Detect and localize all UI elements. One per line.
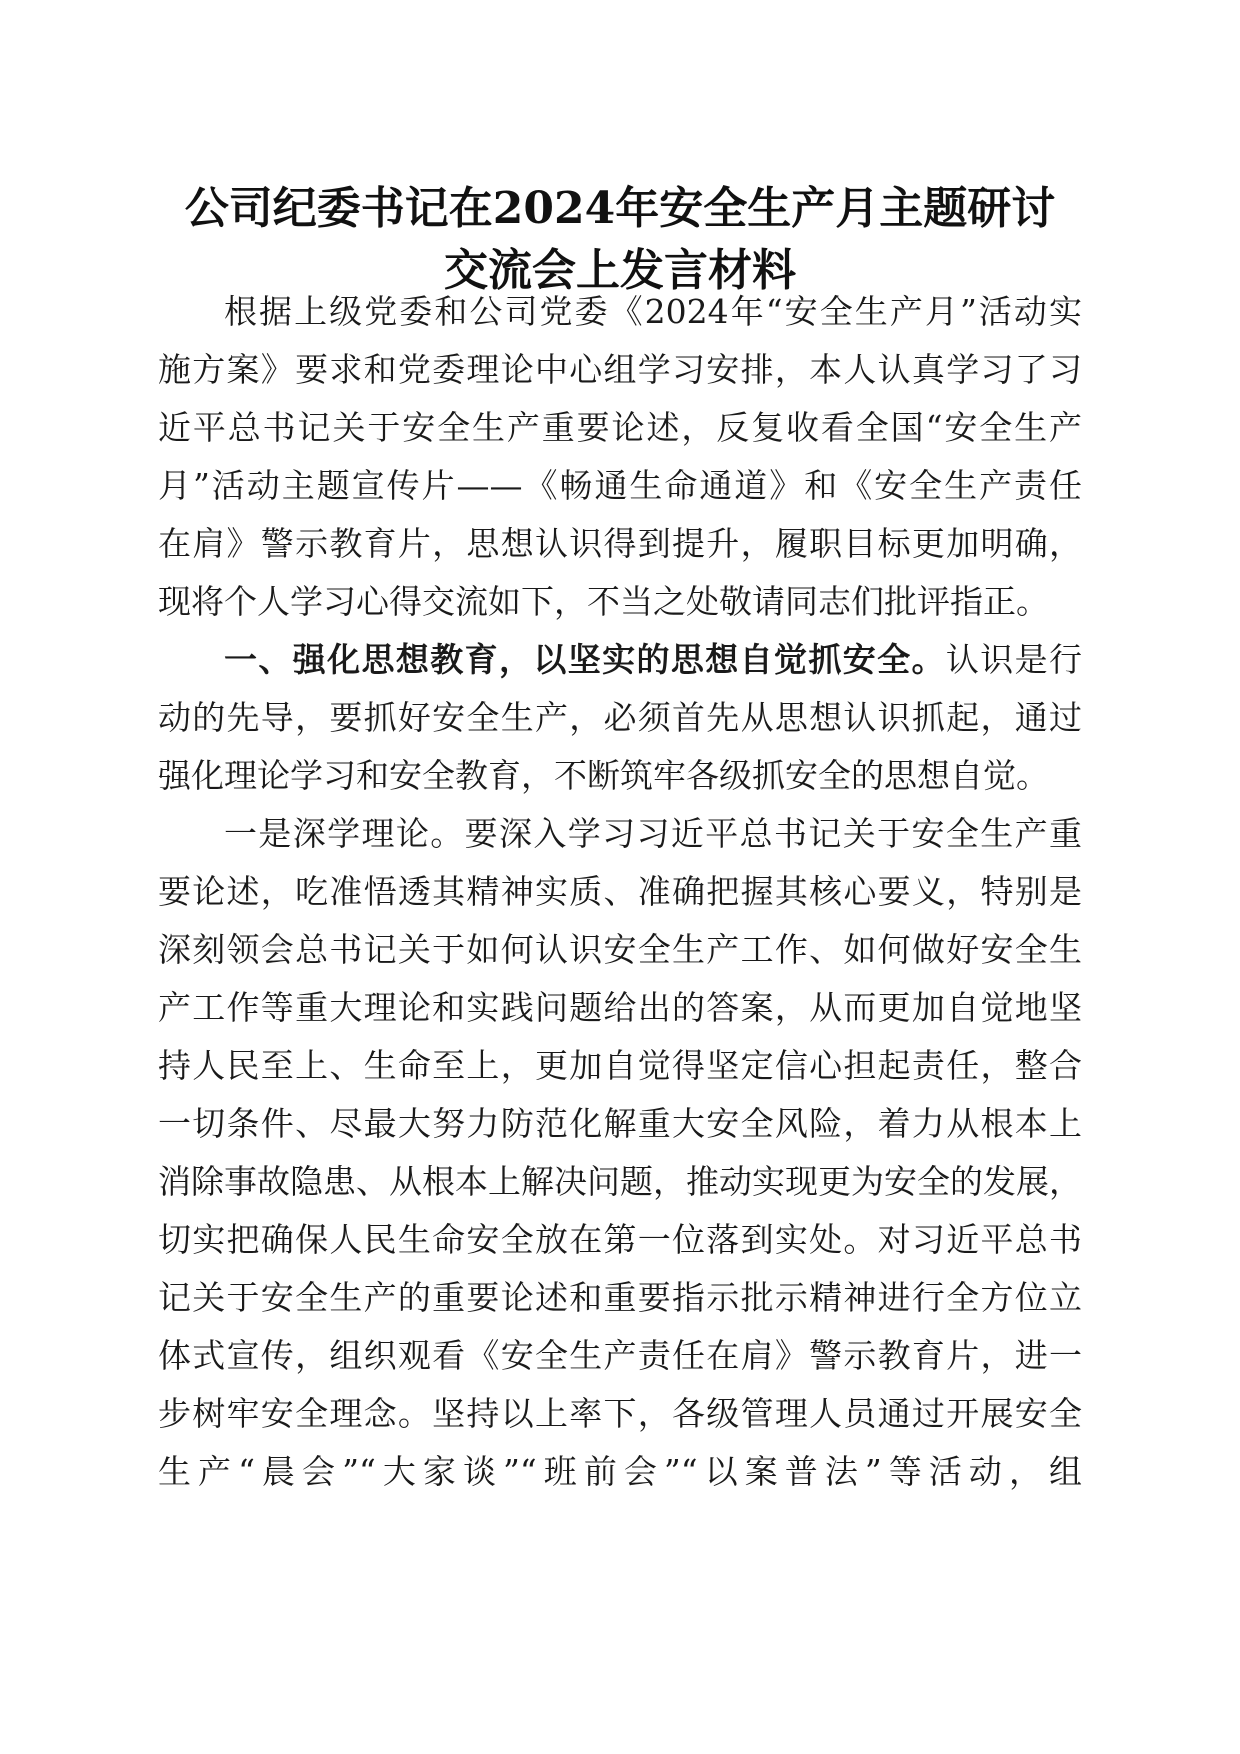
paragraph-line: 月”活动主题宣传片——《畅通生命通道》和《安全生产责任 bbox=[158, 466, 1082, 505]
document-title-line-2: 交流会上发言材料 bbox=[444, 245, 796, 296]
paragraph-line: 一是深学理论。要深入学习习近平总书记关于安全生产重 bbox=[224, 814, 1082, 853]
paragraph-line: 步树牢安全理念。坚持以上率下，各级管理人员通过开展安全 bbox=[158, 1394, 1082, 1433]
document-title-line-1: 公司纪委书记在2024年安全生产月主题研讨 bbox=[184, 183, 1056, 234]
paragraph-line: 根据上级党委和公司党委《2024年“安全生产月”活动实 bbox=[224, 292, 1082, 331]
paragraph-line: 体式宣传，组织观看《安全生产责任在肩》警示教育片，进一 bbox=[158, 1336, 1082, 1375]
paragraph-line: 产工作等重大理论和实践问题给出的答案，从而更加自觉地坚 bbox=[158, 988, 1082, 1027]
section-heading: 一、强化思想教育，以坚实的思想自觉抓安全。 bbox=[224, 640, 946, 679]
section-heading-line bbox=[224, 635, 1082, 685]
section-heading-tail: 认识是行 bbox=[945, 640, 1082, 679]
paragraph-line: 动的先导，要抓好安全生产，必须首先从思想认识抓起，通过 bbox=[158, 698, 1082, 737]
paragraph-line: 近平总书记关于安全生产重要论述，反复收看全国“安全生产 bbox=[158, 408, 1082, 447]
paragraph-line: 记关于安全生产的重要论述和重要指示批示精神进行全方位立 bbox=[158, 1278, 1082, 1317]
paragraph-line: 施方案》要求和党委理论中心组学习安排，本人认真学习了习 bbox=[158, 350, 1082, 389]
paragraph-line: 切实把确保人民生命安全放在第一位落到实处。对习近平总书 bbox=[158, 1220, 1082, 1259]
paragraph-line: 在肩》警示教育片，思想认识得到提升，履职目标更加明确， bbox=[158, 524, 1082, 563]
paragraph-line: 现将个人学习心得交流如下，不当之处敬请同志们批评指正。 bbox=[158, 582, 1049, 621]
paragraph-line: 消除事故隐患、从根本上解决问题，推动实现更为安全的发展， bbox=[158, 1162, 1082, 1201]
paragraph-line: 持人民至上、生命至上，更加自觉得坚定信心担起责任，整合 bbox=[158, 1046, 1082, 1085]
paragraph-line: 要论述，吃准悟透其精神实质、准确把握其核心要义，特别是 bbox=[158, 872, 1082, 911]
paragraph-line: 深刻领会总书记关于如何认识安全生产工作、如何做好安全生 bbox=[158, 930, 1082, 969]
paragraph-line: 强化理论学习和安全教育，不断筑牢各级抓安全的思想自觉。 bbox=[158, 756, 1049, 795]
paragraph-line: 一切条件、尽最大努力防范化解重大安全风险，着力从根本上 bbox=[158, 1104, 1082, 1143]
paragraph-line: 生产“晨会”“大家谈”“班前会”“以案普法”等活动，组 bbox=[158, 1452, 1082, 1491]
